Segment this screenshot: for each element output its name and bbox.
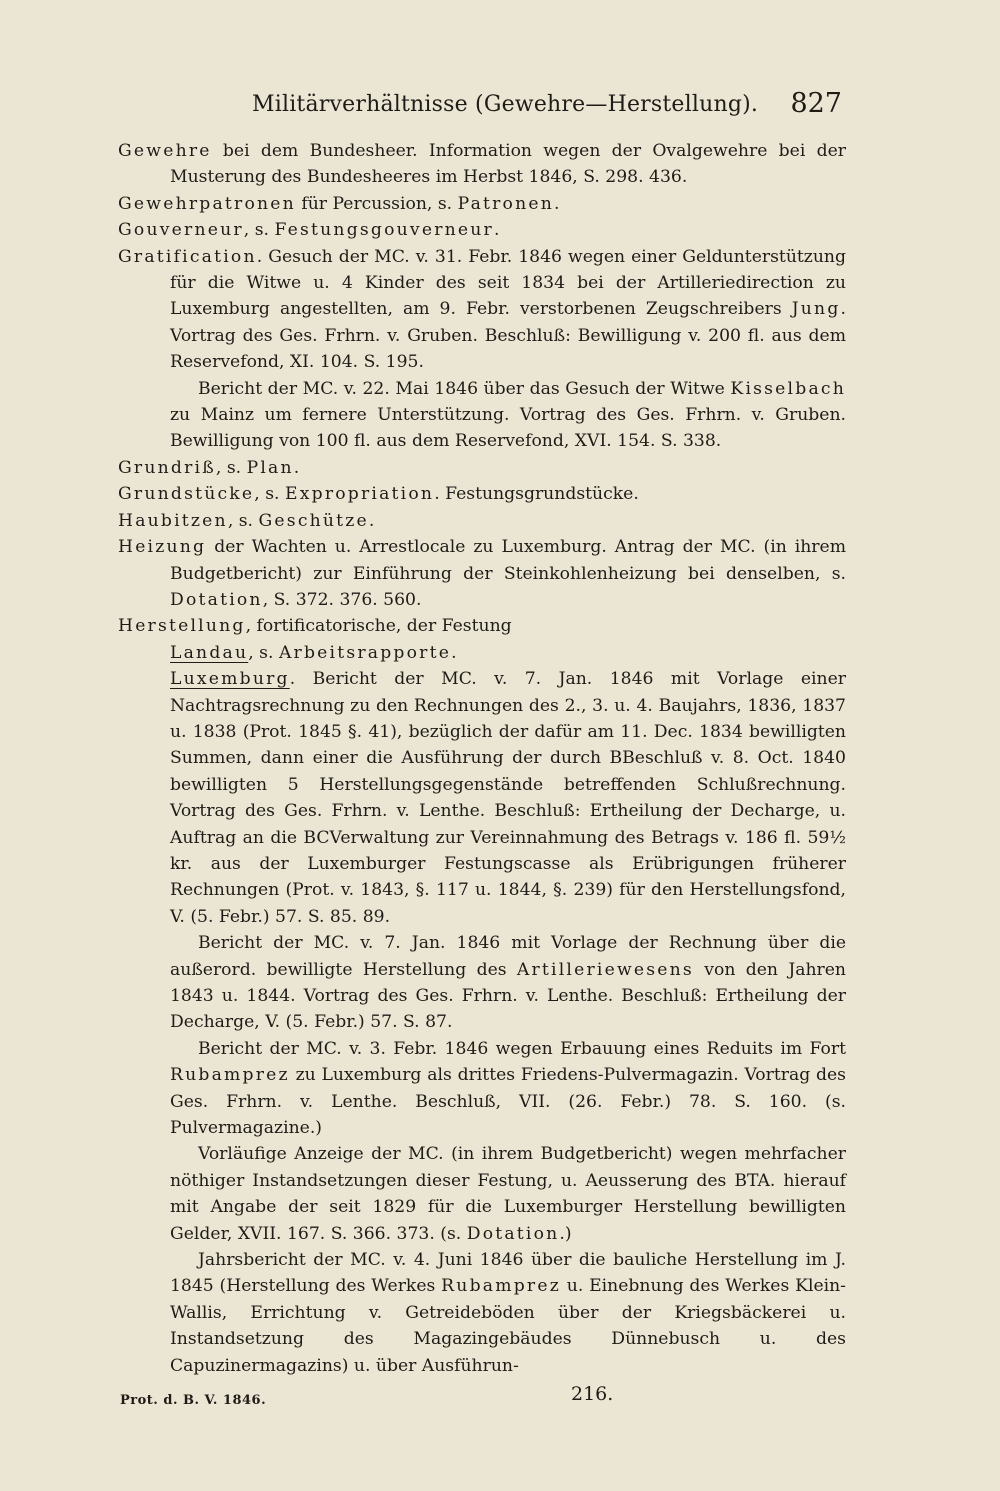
entry-text: Jahrsbericht der MC. v. 4. Juni 1846 über die bauliche Herstellung im J. 1845 (Herstellung des Werkes <box>170 1250 846 1297</box>
running-header <box>252 88 842 128</box>
entry-reference: Artilleriewesens <box>516 959 694 980</box>
entry-tail: zu Mainz um fernere Unterstützung. Vortrag des Ges. Frhrn. v. Gruben. Bewilligung von 100 fl. aus dem Reservefond, XVI. 154. S. 338. <box>170 405 846 452</box>
entry-reference: Festungsgouverneur <box>274 220 494 241</box>
entry-reference: Kisselbach <box>730 378 846 399</box>
subentry-luxemburg <box>118 666 846 930</box>
entry-text: , s. <box>254 484 285 505</box>
entry-paragraph <box>118 376 846 455</box>
entry-tail: . <box>368 510 375 531</box>
entry-text: bei dem Bundesheer. Information wegen der Ovalgewehre bei der Musterung des Bundesheeres im Herbst 1846, S. 298. 436. <box>170 141 846 188</box>
entry-keyword: Herstellung <box>118 616 246 637</box>
entry-reference: Patronen <box>457 193 555 214</box>
entry-tail: zu Luxemburg als drittes Friedens-Pulvermagazin. Vortrag des Ges. Frhrn. v. Lenthe. Beschluß, VII. (26. Febr.) 78. S. 160. (s. Pulvermagazine.) <box>170 1065 846 1139</box>
running-title: Militärverhältnisse (Gewehre—Herstellung). <box>252 92 759 117</box>
entry-tail: . <box>554 193 560 214</box>
entry-reference: Plan <box>246 457 294 478</box>
entry-tail: von den Jahren 1843 u. 1844. Vortrag des Ges. Frhrn. v. Lenthe. Beschluß: Ertheilung der Decharge, V. (5. Febr.) 57. S. 87. <box>170 959 846 1033</box>
entry-text: , s. <box>227 510 259 531</box>
index-body <box>118 138 846 1379</box>
entry-reference: Expropriation <box>284 484 435 505</box>
entry-herstellung <box>118 613 846 639</box>
entry-tail: , S. 372. 376. 560. <box>262 589 422 610</box>
entry-keyword: Grundriß <box>118 457 216 478</box>
entry-tail: . <box>451 642 457 663</box>
entry-text: , fortificatorische, der Festung <box>245 616 512 637</box>
entry-gewehre <box>118 138 846 191</box>
entry-keyword: Heizung <box>118 537 207 558</box>
entry-gouverneur <box>118 217 846 243</box>
entry-grundriss <box>118 455 846 481</box>
entry-tail: u. Einebnung des Werkes Klein-Wallis, Errichtung v. Getreideböden über der Kriegsbäckerei u. Instandsetzung des Magazingebäudes Dünnebusch u. des Capuzinermagazins) u. über Ausführun- <box>170 1276 846 1376</box>
entry-paragraph <box>118 1036 846 1142</box>
entry-grundstuecke <box>118 481 846 507</box>
entry-gewehrpatronen <box>118 191 846 217</box>
entry-reference: Rubamprez <box>441 1276 561 1297</box>
entry-paragraph <box>118 1247 846 1379</box>
footer-sheet-number: 216. <box>571 1383 614 1405</box>
subentry-landau <box>118 640 846 666</box>
entry-text: Bericht der MC. v. 3. Febr. 1846 wegen Erbauung eines Reduits im Fort <box>198 1038 846 1059</box>
entry-reference: Geschütze <box>258 510 369 531</box>
entry-gratification <box>118 244 846 376</box>
entry-reference: Dotation <box>170 589 263 610</box>
entry-tail: . Vortrag des Ges. Frhrn. v. Gruben. Beschluß: Bewilligung v. 200 fl. aus dem Reservefond, XI. 104. S. 195. <box>170 299 846 373</box>
entry-keyword: Gratification <box>118 246 257 267</box>
entry-text: Bericht der MC. v. 22. Mai 1846 über das Gesuch der Witwe <box>198 378 731 399</box>
entry-heizung <box>118 534 846 613</box>
entry-tail: . Festungsgrundstücke. <box>434 484 639 505</box>
entry-text: . Gesuch der MC. v. 31. Febr. 1846 wegen einer Geldunterstützung für die Witwe u. 4 Kinder des seit 1834 bei der Artilleriedirection zu Luxemburg angestellten, am 9. Febr. verstorbenen Zeugschreibers <box>170 246 846 320</box>
entry-paragraph <box>118 930 846 1036</box>
page-number: 827 <box>790 88 842 119</box>
entry-tail: .) <box>559 1223 572 1244</box>
entry-text: Vorläufige Anzeige der MC. (in ihrem Budgetbericht) wegen mehrfacher nöthiger Instandsetzungen dieser Festung, u. Aeusserung des BTA. hierauf mit Angabe der seit 1829 für die Luxemburger Herstellung bewilligten Gelder, XVII. 167. S. 366. 373. (s. <box>170 1144 846 1244</box>
entry-paragraph <box>118 1141 846 1247</box>
entry-text: . Bericht der MC. v. 7. Jan. 1846 mit Vorlage einer Nachtragsrechnung zu den Rechnungen des 2., 3. u. 4. Baujahrs, 1836, 1837 u. 1838 (Prot. 1845 §. 41), bezüglich der dafür am 11. Dec. 1834 bewilligten Summen, dann einer die Ausführung der durch BBeschluß v. 8. Oct. 1840 bewilligten 5 Herstellungsgegenstände betreffenden Schlußrechnung. Vortrag des Ges. Frhrn. v. Lenthe. Beschluß: Ertheilung der Decharge, u. Auftrag an die BCVerwaltung zur Vereinnahmung des Betrags v. 186 fl. 59½ kr. aus der Luxemburger Festungscasse als Erübrigungen früherer Rechnungen (Prot. v. 1843, §. 117 u. 1844, §. 239) für den Herstellungsfond, V. (5. Febr.) 57. S. 85. 89. <box>170 669 846 927</box>
entry-text: , s. <box>248 642 279 663</box>
entry-text: der Wachten u. Arrestlocale zu Luxemburg. Antrag der MC. (in ihrem Budgetbericht) zur Einführung der Steinkohlenheizung bei denselben, s. <box>170 537 846 584</box>
entry-text: Bericht der MC. v. 7. Jan. 1846 mit Vorlage der Rechnung über die außerord. bewilligte Herstellung des <box>170 933 846 980</box>
entry-haubitzen <box>118 508 846 534</box>
entry-keyword: Gewehre <box>118 141 212 161</box>
entry-text: , s. <box>215 457 247 478</box>
entry-keyword: Grundstücke <box>118 484 255 505</box>
entry-keyword: Haubitzen <box>118 510 228 531</box>
entry-reference: Dotation <box>466 1223 560 1244</box>
footer-signature: Prot. d. B. V. 1846. <box>120 1393 267 1408</box>
entry-reference: Arbeitsrapporte <box>278 642 452 663</box>
entry-reference: Rubamprez <box>170 1065 290 1086</box>
entry-tail: . <box>293 457 300 478</box>
entry-keyword: Gouverneur <box>118 220 244 241</box>
entry-text: für Percussion, s. <box>295 193 458 214</box>
entry-reference: Jung <box>791 299 841 320</box>
entry-text: , s. <box>243 220 275 241</box>
entry-tail: . <box>493 220 500 241</box>
entry-keyword: Luxemburg <box>170 669 290 690</box>
entry-keyword: Landau <box>170 642 249 663</box>
entry-keyword: Gewehrpatronen <box>118 193 296 214</box>
